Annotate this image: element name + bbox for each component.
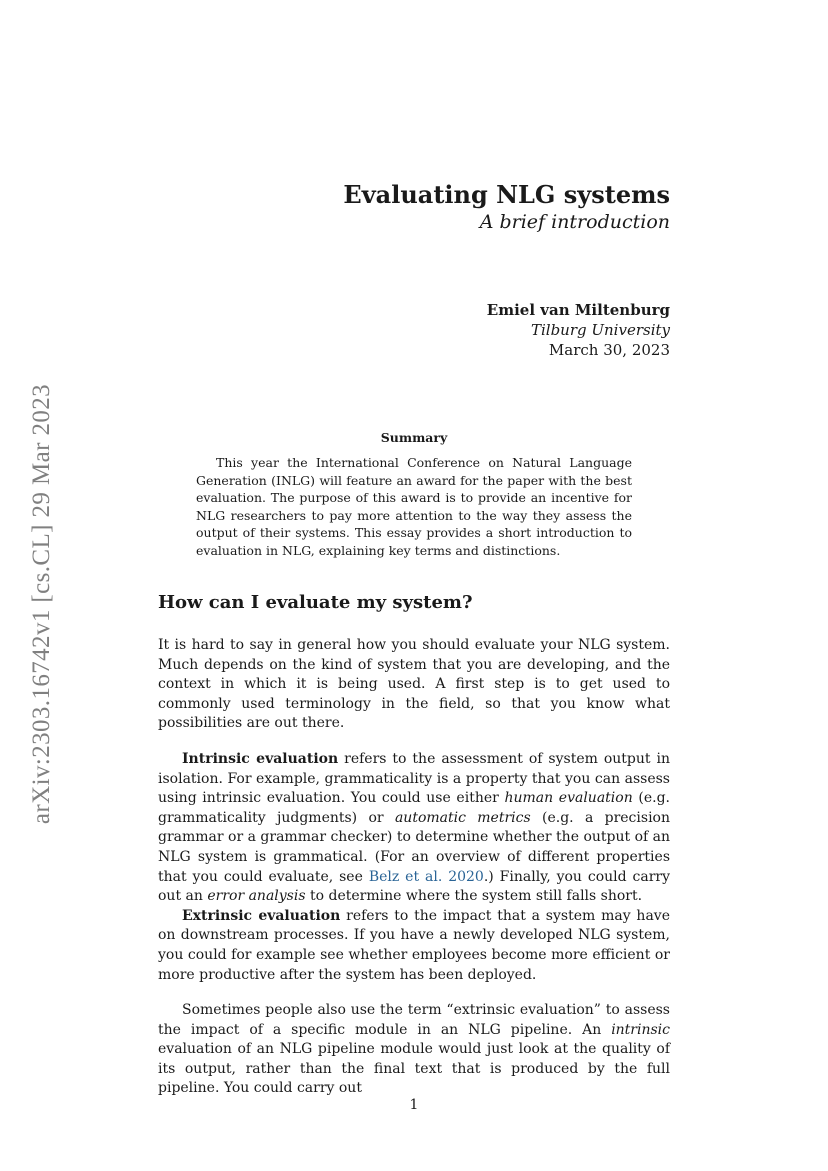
pipeline-text-1: Sometimes people also use the term “extrinsic evaluation” to assess the impact of a specific module in an NLG pipeline. An [158, 1002, 670, 1038]
arxiv-identifier-text: arXiv:2303.16742v1 [cs.CL] 29 Mar 2023 [28, 383, 56, 825]
section-heading: How can I evaluate my system? [158, 592, 473, 613]
automatic-metrics-emphasis: automatic metrics [394, 809, 531, 826]
author-block [487, 300, 670, 360]
intrinsic-paragraph [158, 750, 670, 907]
summary-text: This year the International Conference on Natural Language Generation (INLG) will feature an award for the paper with the best evaluation. The purpose of this award is to provide an incentive for NLG researchers to pay more attention to the way they assess the output of their systems. This essay provides a short introduction to evaluation in NLG, explaining key terms and distinctions. [196, 455, 632, 558]
pipeline-text-2: evaluation of an NLG pipeline module would just look at the quality of its output, rather than the final text that is produced by the full pipeline. You could carry out [158, 1041, 670, 1097]
extrinsic-paragraph [158, 907, 670, 985]
page-number: 1 [409, 1097, 419, 1113]
citation-link[interactable]: Belz et al. 2020 [368, 868, 484, 885]
human-evaluation-emphasis: human evaluation [504, 790, 633, 807]
author-affiliation: Tilburg University [530, 321, 670, 339]
summary-abstract [196, 430, 632, 560]
arxiv-identifier [22, 362, 62, 846]
intrinsic-text-4: .) Finally, you could carry out an [158, 868, 670, 905]
intrinsic-text-2: (e.g. grammaticality judgments) or [158, 790, 670, 826]
main-body [158, 590, 670, 1099]
intrinsic-text-5: to determine where the system still falls short. [305, 888, 643, 905]
intro-paragraph: It is hard to say in general how you should evaluate your NLG system. Much depends on the kind of system that you are developing, and the context in which it is being used. A first step is to get used to commonly used terminology in the field, so that you know what possibilities are out there. [158, 637, 670, 732]
intrinsic-emphasis: intrinsic [611, 1021, 670, 1038]
author-name: Emiel van Miltenburg [486, 301, 670, 319]
title-block [343, 180, 670, 234]
summary-heading: Summary [380, 430, 448, 445]
paper-title: Evaluating NLG systems [343, 180, 670, 209]
intrinsic-text-1: refers to the assessment of system output in isolation. For example, grammaticality is a property that you can assess using intrinsic evaluation. You could use either [158, 750, 670, 807]
intrinsic-text-3: (e.g. a precision grammar or a grammar checker) to determine whether the output of an NLG system is grammatical. (For an overview of different properties that you could evaluate, see [158, 809, 670, 885]
publication-date: March 30, 2023 [548, 341, 670, 359]
pipeline-paragraph [158, 1001, 670, 1099]
extrinsic-text: refers to the impact that a system may have on downstream processes. If you have a newly developed NLG system, you could for example see whether employees become more efficient or more productive after the system has been deployed. [158, 907, 670, 983]
intrinsic-term: Intrinsic evaluation [182, 750, 339, 767]
paper-subtitle: A brief introduction [479, 211, 670, 233]
error-analysis-emphasis: error analysis [207, 888, 306, 905]
extrinsic-term: Extrinsic evaluation [182, 907, 341, 924]
